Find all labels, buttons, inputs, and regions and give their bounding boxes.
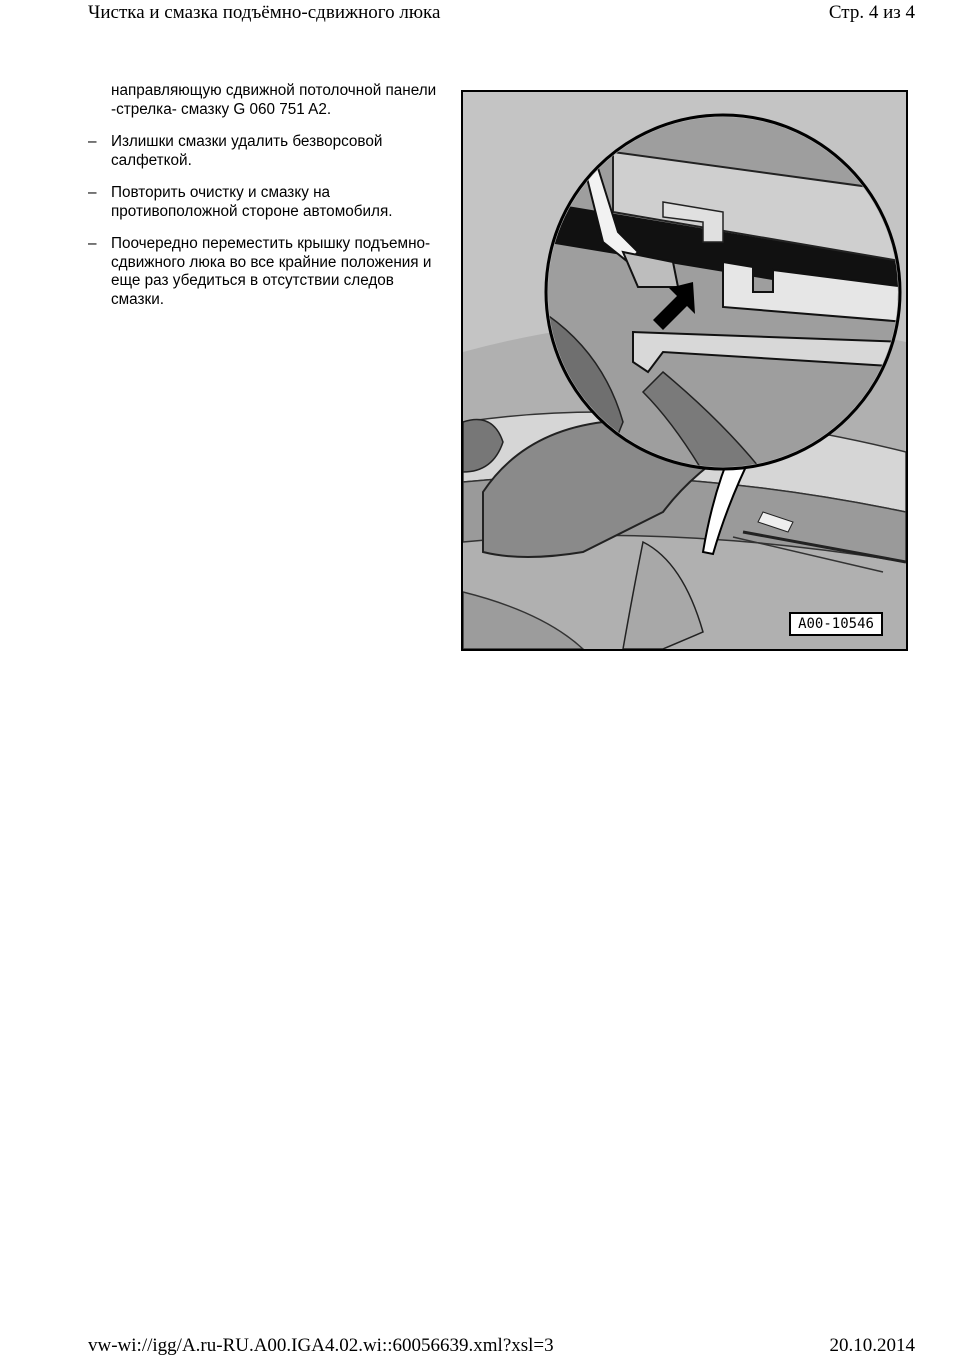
instruction-text [88, 82, 448, 323]
step-text: Поочередно переместить крышку подъемно-сдвижного люка во все крайние положения и еще раз убедиться в отсутствии следов смазки. [111, 235, 432, 308]
step-dash: – [88, 235, 97, 252]
step-dash: – [88, 184, 97, 201]
footer-date: 20.10.2014 [829, 1335, 915, 1356]
step-dash: – [88, 133, 97, 150]
page-number: Стр. 4 из 4 [828, 2, 915, 23]
sunroof-illustration [461, 90, 908, 651]
instruction-step [88, 133, 448, 170]
instruction-step [88, 235, 448, 309]
page-header-title: Чистка и смазка подъёмно-сдвижного люка [88, 2, 441, 23]
continuation-paragraph [88, 82, 448, 119]
sunroof-drawing [463, 92, 906, 649]
footer-url: vw-wi://igg/A.ru-RU.A00.IGA4.02.wi::60056639.xml?xsl=3 [88, 1335, 554, 1356]
instruction-step [88, 184, 448, 221]
continuation-text: направляющую сдвижной потолочной панели -стрелка- смазку G 060 751 A2. [111, 82, 437, 118]
step-text: Повторить очистку и смазку на противоположной стороне автомобиля. [111, 184, 393, 220]
figure-reference-label: A00-10546 [789, 612, 883, 636]
step-text: Излишки смазки удалить безворсовой салфеткой. [111, 133, 383, 169]
